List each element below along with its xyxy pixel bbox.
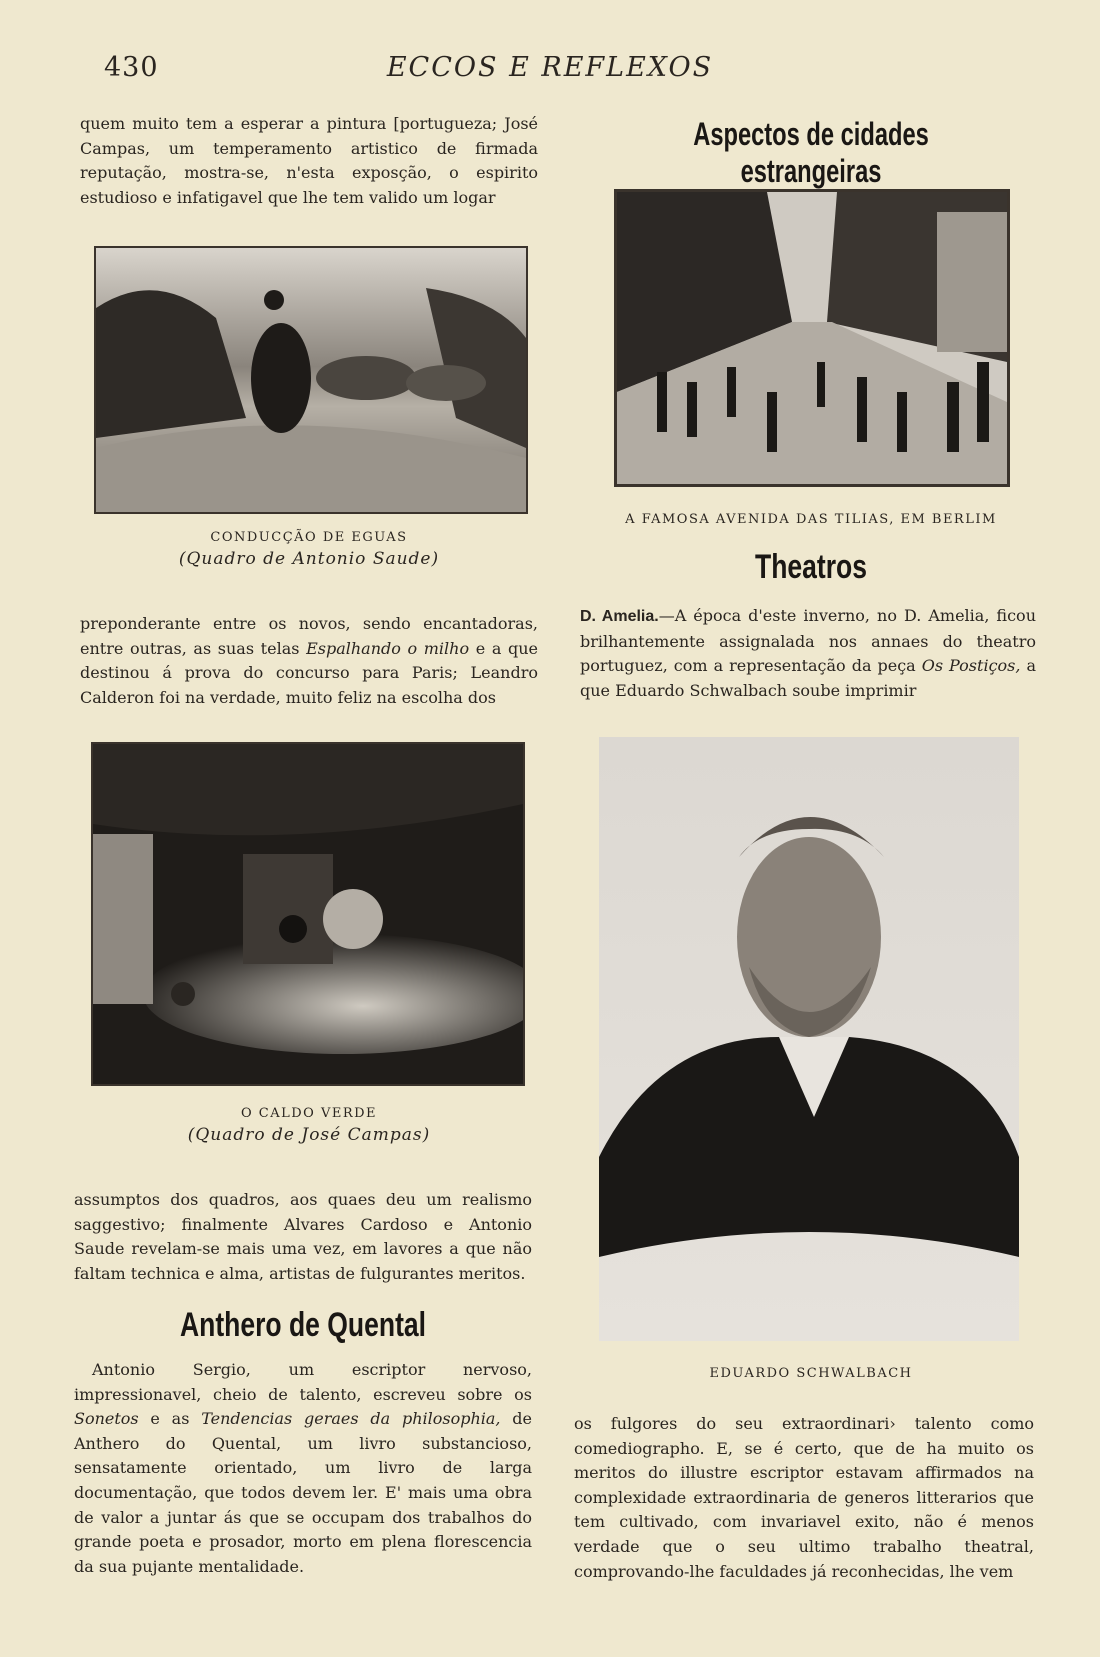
section-heading-anthero: Anthero de Quental (179, 1306, 427, 1344)
heading-aspectos-cidades: Aspectos de cidades estrangeiras (693, 116, 929, 189)
heading-theatros: Theatros (754, 548, 868, 586)
left-paragraph-4-block (74, 1358, 532, 1579)
left-paragraph-2-block (80, 612, 538, 710)
portrait-image (599, 737, 1019, 1341)
photo-image (617, 192, 1007, 484)
page-number: 430 (104, 52, 159, 83)
running-title: ECCOS E REFLEXOS (386, 52, 714, 83)
figure-1-caption-block (80, 530, 538, 569)
figure-2-caption-block (80, 1106, 538, 1145)
left-paragraph-3: assumptos dos quadros, aos quaes deu um realismo saggestivo; finalmente Alvares Cardoso e Antonio Saude revelam-se mais uma vez, em lavores a que não faltam technica e alma, artistas de fulgurantes meritos. (74, 1190, 532, 1283)
right-heading-2-block (572, 548, 1050, 587)
painting-image (93, 744, 523, 1084)
figure-3-caption-block (572, 512, 1050, 527)
figure-4-caption: EDUARDO SCHWALBACH (709, 1366, 913, 1381)
painting-conduccao-de-eguas (94, 246, 528, 514)
figure-1-subcaption: (Quadro de Antonio Saude) (178, 549, 440, 569)
photo-avenida-tilias (614, 189, 1010, 487)
left-paragraph-1: quem muito tem a esperar a pintura [portugueza; José Campas, um temperamento artistico de firmada reputação, mostra-se, n'esta exposção, o espirito estudioso e infatigavel que lhe tem valido um logar (80, 114, 538, 207)
section-heading-block (74, 1306, 532, 1345)
right-paragraph-1: D. Amelia.—A época d'este inverno, no D. Amelia, ficou brilhantemente assignalada nos annaes do theatro portuguez, com a representação da peça Os Postiços, a que Eduardo Schwalbach soube imprimir (580, 606, 1037, 700)
figure-2-subcaption: (Quadro de José Campas) (187, 1125, 431, 1145)
figure-2-caption: O CALDO VERDE (240, 1106, 378, 1121)
figure-1-caption: CONDUCÇÃO DE EGUAS (210, 530, 408, 545)
right-paragraph-2-block (574, 1412, 1034, 1584)
painting-image (96, 248, 526, 512)
painting-o-caldo-verde (91, 742, 525, 1086)
italic-title: Espalhando o milho (306, 638, 470, 658)
left-paragraph-4: Antonio Sergio, um escriptor nervoso, impressionavel, cheio de talento, escreveu sobre os Sonetos e as Tendencias geraes da philosophia, de Anthero do Quental, um livro substancioso, sensatamente orientado, um livro de larga documentação, que todos devem ler. E' mais uma obra de valor a juntar ás que se occupam dos trabalhos do grande poeta e prosador, morto em plena florescencia da sua pujante mentalidade. (74, 1360, 532, 1576)
left-paragraph-1-block (80, 112, 538, 210)
right-paragraph-1-block (580, 604, 1036, 703)
theatre-name: D. Amelia. (580, 608, 659, 625)
left-paragraph-3-block (74, 1188, 532, 1286)
portrait-eduardo-schwalbach (599, 737, 1019, 1341)
left-paragraph-2: preponderante entre os novos, sendo encantadoras, entre outras, as suas telas Espalhando o milho e a que destinou á prova do concurso para Paris; Leandro Calderon foi na verdade, muito feliz na escolha dos (80, 614, 538, 707)
figure-4-caption-block (572, 1366, 1050, 1381)
right-paragraph-2: os fulgores do seu extraordinari› talento como comediographo. E, se é certo, que de ha muito os meritos do illustre escriptor estavam affirmados na complexidade extraordinaria de generos litterarios que tem cultivado, com invariavel exito, não é menos verdade que o seu ultimo trabalho theatral, comprovando-lhe faculdades já reconhecidas, lhe vem (574, 1414, 1034, 1581)
right-heading-1-block (572, 116, 1050, 190)
figure-3-caption: A FAMOSA AVENIDA DAS TILIAS, EM BERLIM (625, 512, 997, 527)
